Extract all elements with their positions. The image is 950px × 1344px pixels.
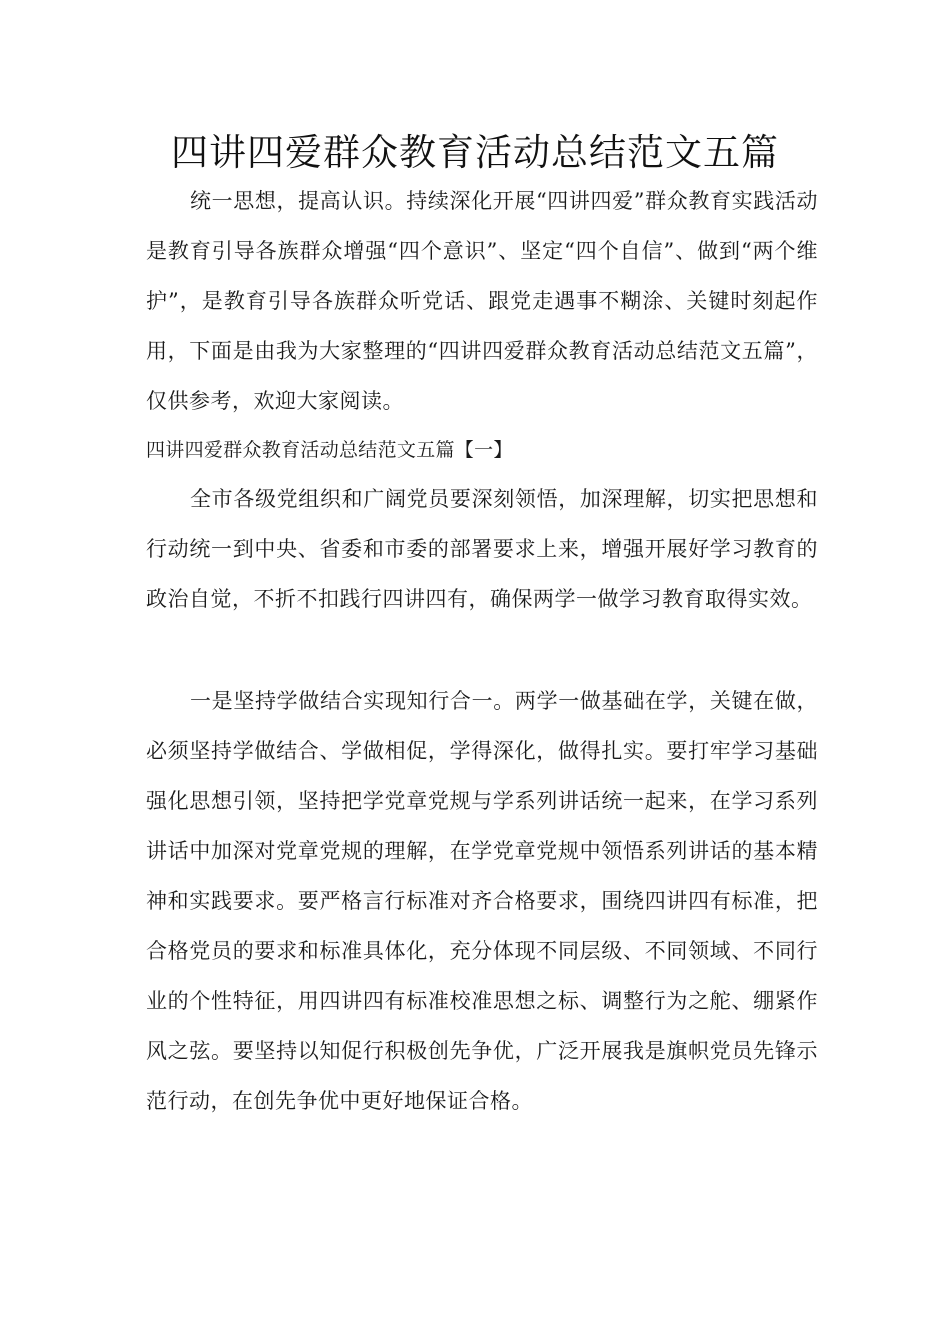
document-title: 四讲四爱群众教育活动总结范文五篇	[171, 131, 779, 174]
document-body	[146, 176, 818, 1126]
paragraph-1: 全市各级党组织和广阔党员要深刻领悟，加深理解，切实把思想和行动统一到中央、省委和市委的部署要求上来，增强开展好学习教育的政治自觉，不折不扣践行四讲四有，确保两学一做学习教育取得实效。	[146, 487, 818, 611]
intro-paragraph: 统一思想，提高认识。持续深化开展“四讲四爱”群众教育实践活动是教育引导各族群众增强“四个意识”、坚定“四个自信”、做到“两个维护”，是教育引导各族群众听党话、跟党走遇事不糊涂、关键时刻起作用，下面是由我为大家整理的“四讲四爱群众教育活动总结范文五篇”，仅供参考，欢迎大家阅读。	[146, 189, 818, 413]
paragraph-2: 一是坚持学做结合实现知行合一。两学一做基础在学，关键在做，必须坚持学做结合、学做相促，学得深化，做得扎实。要打牢学习基础强化思想引领，坚持把学党章党规与学系列讲话统一起来，在学习系列讲话中加深对党章党规的理解，在学党章党规中领悟系列讲话的基本精神和实践要求。要严格言行标准对齐合格要求，围绕四讲四有标准，把合格党员的要求和标准具体化，充分体现不同层级、不同领域、不同行业的个性特征，用四讲四有标准校准思想之标、调整行为之舵、绷紧作风之弦。要坚持以知促行积极创先争优，广泛开展我是旗帜党员先锋示范行动，在创先争优中更好地保证合格。	[146, 689, 818, 1113]
section-heading: 四讲四爱群众教育活动总结范文五篇【一】	[146, 439, 513, 461]
paragraph-spacer	[146, 624, 818, 676]
